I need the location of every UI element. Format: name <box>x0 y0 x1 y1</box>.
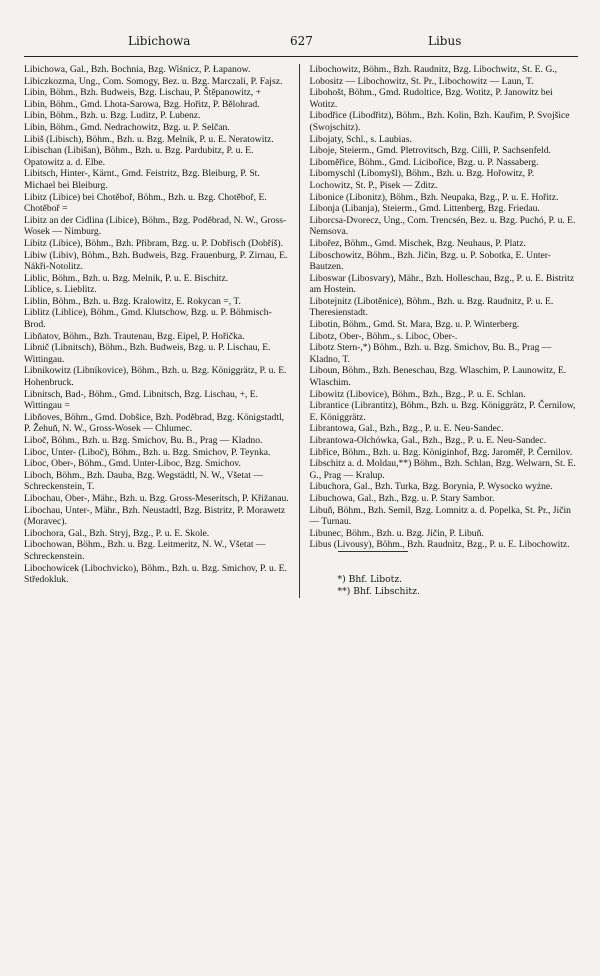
header-rule <box>24 56 578 57</box>
gazetteer-entry: Libodřice (Libodřitz), Böhm., Bzh. Kolin, Bzh. Kauřim, P. Svojšice (Swojschitz). <box>309 110 570 133</box>
gazetteer-entry: Libonja (Libanja), Steierm., Gmd. Littenberg, Bzg. Friedau. <box>309 203 540 215</box>
left-column <box>24 64 300 598</box>
gazetteer-entry: Liblitz (Liblice), Böhm., Gmd. Klutschow, Bzg. u. P. Böhmisch-Brod. <box>24 307 272 331</box>
gazetteer-entry: Liborcsa-Dvorecz, Ung., Com. Trencsén, Bez. u. Bzg. Puchó, P. u. E. Nemsova. <box>309 214 576 238</box>
gazetteer-entry: Libin, Böhm., Bzh. Budweis, Bzg. Lischau, P. Štěpanowitz, + <box>24 87 261 99</box>
page-number: 627 <box>290 34 313 48</box>
gazetteer-entry: Libnič (Libnitsch), Böhm., Bzh. Budweis, Bzg. u. P. Lischau, E. Wittingau. <box>24 342 271 365</box>
gazetteer-entry: Libus (Livousy), Böhm., Bzh. Raudnitz, Bzg., P. u. E. Libochowitz. <box>309 539 570 551</box>
gazetteer-entry: Libnitsch, Bad-, Böhm., Gmd. Libnitsch, Bzg. Lischau, +, E. Wittingau = <box>24 388 259 412</box>
gazetteer-entry: Libojaty, Schl., s. Laubias. <box>309 133 412 145</box>
gazetteer-entry: Libowitz (Libovice), Böhm., Bzh., Bzg., P. u. E. Schlan. <box>309 388 526 400</box>
gazetteer-entry: Libuchora, Gal., Bzh. Turka, Bzg. Borynia, P. Wysocko wyżne. <box>309 481 553 493</box>
gazetteer-entry: Liblic, Böhm., Bzh. u. Bzg. Melnik, P. u. E. Bischitz. <box>24 272 229 284</box>
gazetteer-entry: Liblin, Böhm., Bzh. u. Bzg. Kralowitz, E. Rokycan =, T. <box>24 295 241 307</box>
gazetteer-entry: Libnikowitz (Libníkovice), Böhm., Bzh. u. Bzg. Königgrätz, P. u. E. Hohenbruck. <box>24 365 287 389</box>
header-right-keyword: Libus <box>428 34 462 48</box>
gazetteer-entry: Liboc, Unter- (Liboč), Böhm., Bzh. u. Bzg. Smichov, P. Teynka. <box>24 446 271 458</box>
footnote-rule <box>338 551 408 552</box>
gazetteer-entry: Liboun, Böhm., Bzh. Beneschau, Bzg. Wlaschim, P. Launowitz, E. Wlaschim. <box>309 365 567 389</box>
footnote: *) Bhf. Libotz. <box>337 573 403 585</box>
gazetteer-entry: Libochowitz, Böhm., Bzh. Raudnitz, Bzg. Libochwitz, St. E. G., Lobositz — Libochowitz, St. Pr., Libochowitz — Laun, T. <box>309 64 558 87</box>
page-header <box>24 34 578 50</box>
gazetteer-entry: Liboswar (Libosvary), Mähr., Bzh. Holleschau, Bzg., P. u. E. Bistritz am Hostein. <box>309 272 575 296</box>
gazetteer-entry: Libonice (Libonitz), Böhm., Bzh. Neupaka, Bzg., P. u. E. Hořitz. <box>309 191 559 203</box>
gazetteer-entry: Liboschowitz, Böhm., Bzh. Jičin, Bzg. u. P. Sobotka, E. Unter-Bautzen. <box>309 249 551 273</box>
gazetteer-entry: Librantowa, Gal., Bzh., Bzg., P. u. E. Neu-Sandec. <box>309 423 504 435</box>
footnote: **) Bhf. Libschitz. <box>337 585 420 597</box>
gazetteer-entry: Libochau, Ober-, Mähr., Bzh. u. Bzg. Gross-Meseritsch, P. Křižanau. <box>24 492 289 504</box>
gazetteer-entry: Liboc, Ober-, Böhm., Gmd. Unter-Liboc, Bzg. Smichov. <box>24 458 241 470</box>
gazetteer-entry: Libochora, Gal., Bzh. Stryj, Bzg., P. u. E. Skole. <box>24 527 210 539</box>
gazetteer-entry: Libotin, Böhm., Gmd. St. Mara, Bzg. u. P. Winterberg. <box>309 319 520 331</box>
gazetteer-entry: Liboch, Böhm., Bzh. Dauba, Bzg. Wegstädtl, N. W., Všetat — Schreckenstein, T. <box>24 469 263 493</box>
right-column-entries <box>310 64 579 551</box>
gazetteer-entry: Libuň, Böhm., Bzh. Semil, Bzg. Lomnitz a. d. Popelka, St. Pr., Jičin — Turnau. <box>309 504 571 528</box>
gazetteer-entry: Libuchowa, Gal., Bzh., Bzg. u. P. Stary Sambor. <box>309 492 495 504</box>
gazetteer-entry: Libin, Böhm., Gmd. Lhota-Sarowa, Bzg. Hořitz, P. Bělohrad. <box>24 98 260 110</box>
gazetteer-entry: Libochowicek (Libochvicko), Böhm., Bzh. u. Bzg. Smichov, P. u. E. Středokluk. <box>24 562 287 586</box>
gazetteer-entry: Libichowa, Gal., Bzh. Bochnia, Bzg. Wiśnicz, P. Łapanow. <box>24 64 251 75</box>
gazetteer-entry: Libomyschl (Libomyšl), Böhm., Bzh. u. Bzg. Hořowitz, P. Lochowitz, St. P., Pisek — Zditz. <box>309 168 535 191</box>
gazetteer-entry: Libitz (Libice), Böhm., Bzh. Přibram, Bzg. u. P. Dobřisch (Dobříš). <box>24 237 283 249</box>
footnotes <box>310 574 579 598</box>
columns <box>24 64 578 598</box>
header-left-keyword: Libichowa <box>128 34 191 48</box>
gazetteer-entry: Libin, Böhm., Gmd. Nedrachowitz, Bzg. u. P. Selčan. <box>24 121 230 133</box>
gazetteer-entry: Liboč, Böhm., Bzh. u. Bzg. Smichov, Bu. B., Prag — Kladno. <box>24 435 263 446</box>
gazetteer-entry: Libňatov, Böhm., Bzh. Trautenau, Bzg. Eipel, P. Hořička. <box>24 330 245 342</box>
gazetteer-entry: Libunec, Böhm., Bzh. u. Bzg. Jičin, P. Libuň. <box>309 527 484 539</box>
gazetteer-entry: Libiš (Libisch), Böhm., Bzh. u. Bzg. Melnik, P. u. E. Neratowitz. <box>24 133 274 145</box>
gazetteer-entry: Libitz an der Cidlina (Libice), Böhm., Bzg. Poděbrad, N. W., Gross-Wosek — Nimburg. <box>24 214 287 238</box>
gazetteer-entry: Libňoves, Böhm., Gmd. Dobšice, Bzh. Poděbrad, Bzg. Königstadtl, P. Žehuň, N. W., Gross-Wosek — Chlumec. <box>24 411 285 435</box>
gazetteer-entry: Librantowa-Olchówka, Gal., Bzh., Bzg., P. u. E. Neu-Sandec. <box>309 435 547 446</box>
gazetteer-entry: Libotz Stern-,*) Böhm., Bzh. u. Bzg. Smichov, Bu. B., Prag — Kladno, T. <box>309 342 552 365</box>
gazetteer-entry: Libiw (Libiv), Böhm., Bzh. Budweis, Bzg. Frauenburg, P. Zirnau, E. Nákři-Notolitz. <box>24 249 288 273</box>
gazetteer-entry: Libitz (Libice) bei Chotěboř, Böhm., Bzh. u. Bzg. Chotěboř, E. Chotěboř = <box>24 191 267 215</box>
gazetteer-entry: Libschitz a. d. Moldau,**) Böhm., Bzh. Schlan, Bzg. Welwarn, St. E. G., Prag — Kralup. <box>309 458 576 481</box>
gazetteer-entry: Liboměřice, Böhm., Gmd. Licibořice, Bzg. u. P. Nassaberg. <box>309 156 539 168</box>
gazetteer-entry: Libořez, Böhm., Gmd. Mischek, Bzg. Neuhaus, P. Platz. <box>309 237 526 249</box>
gazetteer-entry: Libotejnitz (Libotěnice), Böhm., Bzh. u. Bzg. Raudnitz, P. u. E. Theresienstadt. <box>309 295 554 319</box>
gazetteer-entry: Libitsch, Hinter-, Kärnt., Gmd. Feistritz, Bzg. Bleiburg, P. St. Michael bei Bleiburg. <box>24 168 260 191</box>
gazetteer-entry: Libin, Böhm., Bzh. u. Bzg. Luditz, P. Lubenz. <box>24 110 201 122</box>
gazetteer-entry: Librantice (Librantitz), Böhm., Bzh. u. Bzg. Königgrätz, P. Černilow, E. Königgrätz. <box>309 400 576 423</box>
gazetteer-entry: Libochau, Unter-, Mähr., Bzh. Neustadtl, Bzg. Bistritz, P. Morawetz (Moravec). <box>24 504 286 528</box>
gazetteer-entry: Liboje, Steierm., Gmd. Pletrovitsch, Bzg. Cilli, P. Sachsenfeld. <box>309 145 551 157</box>
gazetteer-entry: Libotz, Ober-, Böhm., s. Liboc, Ober-. <box>309 330 458 342</box>
gazetteer-entry: Libochowan, Böhm., Bzh. u. Bzg. Leitmeritz, N. W., Všetat — Schreckenstein. <box>24 539 266 562</box>
gazetteer-entry: Libiczkozma, Ung., Com. Somogy, Bez. u. Bzg. Marczali, P. Fajsz. <box>24 75 283 87</box>
gazetteer-entry: Libřice, Böhm., Bzh. u. Bzg. Königinhof, Bzg. Jaroměř, P. Černilov. <box>309 446 573 458</box>
right-column <box>310 64 579 598</box>
gazetteer-entry: Libischan (Libišan), Böhm., Bzh. u. Bzg. Pardubitz, P. u. E. Opatowitz a. d. Elbe. <box>24 145 254 168</box>
gazetteer-entry: Liblice, s. Lieblitz. <box>24 284 97 296</box>
gazetteer-entry: Libohošt, Böhm., Gmd. Rudoltice, Bzg. Wotitz, P. Janowitz bei Wotitz. <box>309 87 553 110</box>
